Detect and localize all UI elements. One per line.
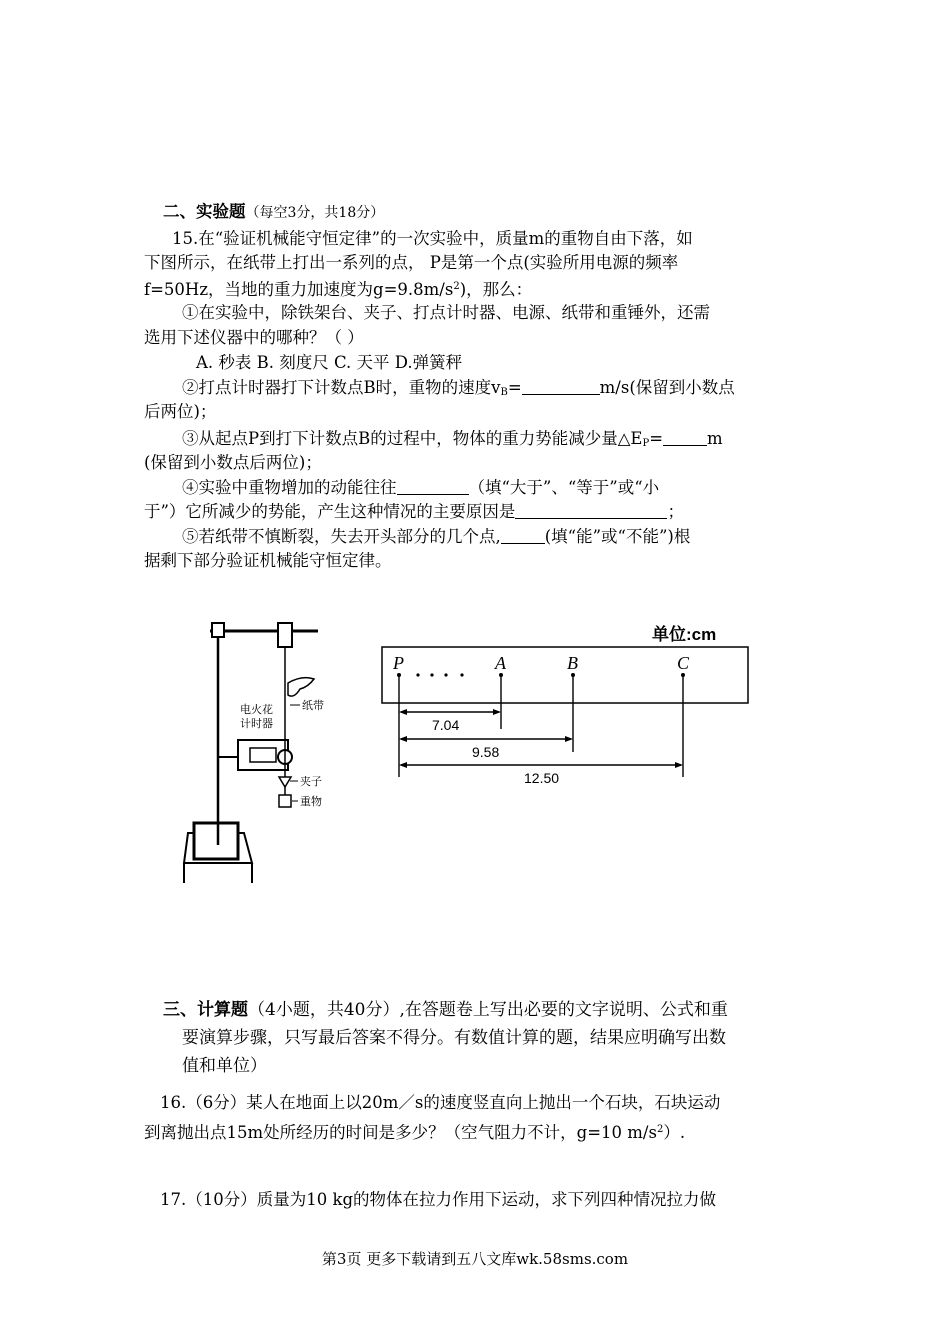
arrow-PC-right bbox=[675, 762, 683, 768]
paper-tape-diagram bbox=[382, 624, 748, 786]
q15-s2-b: = bbox=[507, 378, 522, 397]
distance-PB: 9.58 bbox=[472, 744, 500, 760]
q15-s2-sub: B bbox=[500, 387, 508, 398]
q16-line1: 16.（6分）某人在地面上以20m／s的速度竖直向上抛出一个石块，石块运动 bbox=[160, 1093, 721, 1112]
experiment-figure bbox=[180, 605, 770, 895]
timer-label-2: 计时器 bbox=[240, 718, 273, 730]
q16-line2 bbox=[144, 1119, 685, 1144]
q15-line1: 15.在“验证机械能守恒定律”的一次实验中，质量m的重物自由下落，如 bbox=[172, 229, 693, 248]
q15-s2-answer-blank[interactable] bbox=[522, 378, 600, 395]
weight-label: 重物 bbox=[300, 796, 322, 808]
distance-labels bbox=[432, 717, 559, 786]
arrow-PB-right bbox=[565, 736, 573, 742]
distance-PC: 12.50 bbox=[524, 770, 560, 786]
distance-PA: 7.04 bbox=[432, 717, 460, 733]
iron-stand-apparatus bbox=[184, 623, 318, 883]
q15-s2-c: m/s(保留到小数点 bbox=[599, 378, 735, 397]
section2-heading: 二、实验题 bbox=[163, 202, 246, 221]
q15-line3b: )，那么： bbox=[459, 280, 533, 299]
dot-3 bbox=[444, 673, 447, 676]
dot-4 bbox=[460, 673, 463, 676]
arrow-PA-right bbox=[493, 709, 501, 715]
clip-label: 夹子 bbox=[300, 776, 322, 788]
q15-s4-reason-blank[interactable] bbox=[515, 502, 667, 519]
q15-s2-a: ②打点计时器打下计数点B时，重物的速度v bbox=[182, 378, 501, 397]
q15-s4-answer-blank[interactable] bbox=[397, 478, 469, 495]
arrow-PB-left bbox=[399, 736, 407, 742]
q15-s5-b: (填“能”或“不能”)根 bbox=[544, 527, 691, 546]
section3-line2: 要演算步骤，只写最后答案不得分。有数值计算的题，结果应明确写出数 bbox=[182, 1028, 726, 1048]
pulley-clamp bbox=[278, 623, 292, 647]
section2-title bbox=[163, 201, 384, 224]
q15-s3-c: m bbox=[707, 429, 723, 448]
q15-options: A. 秒表 B. 刻度尺 C. 天平 D.弹簧秤 bbox=[196, 353, 463, 372]
weight-icon bbox=[279, 795, 291, 807]
point-label-C: C bbox=[677, 653, 690, 673]
q15-s3-line1 bbox=[182, 428, 723, 455]
point-label-A: A bbox=[495, 653, 506, 673]
arrow-PA-left bbox=[399, 709, 407, 715]
page-footer: 第3页 更多下载请到五八文库wk.58sms.com bbox=[321, 1250, 629, 1268]
dot-1 bbox=[416, 673, 419, 676]
q15-s1-line2: 选用下述仪器中的哪种？（ ） bbox=[144, 328, 364, 347]
tape-label: 纸带 bbox=[302, 700, 324, 712]
q15-s5-line2: 据剩下部分验证机械能守恒定律。 bbox=[144, 551, 392, 570]
q15-s3-b: = bbox=[649, 429, 664, 448]
q15-s3-sub: P bbox=[642, 438, 650, 449]
q15-s4-line2a: 于”）它所减少的势能，产生这种情况的主要原因是 bbox=[144, 502, 516, 521]
timer-label-1: 电火花 bbox=[240, 704, 273, 716]
q15-s2-line1 bbox=[182, 377, 735, 404]
section3-line1 bbox=[163, 999, 728, 1021]
section3-note: （4小题，共40分）,在答题卷上写出必要的文字说明、公式和重 bbox=[248, 1000, 728, 1020]
q15-s3-line2: (保留到小数点后两位)； bbox=[144, 453, 322, 472]
q15-s4-b: （填“大于”、“等于”或“小 bbox=[468, 478, 660, 497]
q15-s2-line2: 后两位)； bbox=[144, 402, 217, 421]
q17-line1: 17.（10分）质量为10 kg的物体在拉力作用下运动，求下列四种情况拉力做 bbox=[160, 1190, 717, 1209]
q15-s4-line1 bbox=[182, 477, 659, 499]
q15-line3sup: 2 bbox=[453, 281, 460, 292]
q15-s5-line1 bbox=[182, 526, 690, 548]
dot-2 bbox=[430, 673, 433, 676]
point-label-P: P bbox=[393, 653, 404, 673]
q15-s4-line2b: ； bbox=[667, 502, 684, 521]
tape-strip bbox=[382, 647, 748, 703]
timer-window bbox=[250, 748, 276, 762]
unit-label: 单位:cm bbox=[652, 625, 717, 644]
section3-heading: 三、计算题 bbox=[163, 1000, 248, 1020]
q15-s4-line2 bbox=[144, 501, 684, 523]
point-label-B: B bbox=[567, 653, 578, 673]
hand-icon bbox=[288, 678, 314, 696]
clip-icon bbox=[279, 777, 291, 787]
q15-line3 bbox=[144, 276, 532, 301]
top-clamp bbox=[212, 623, 224, 637]
q15-s4-a: ④实验中重物增加的动能往往 bbox=[182, 478, 397, 497]
stand-base bbox=[194, 823, 238, 859]
q16-line2b: ）. bbox=[663, 1123, 686, 1142]
arrow-PC-left bbox=[399, 762, 407, 768]
q15-line2: 下图所示，在纸带上打出一系列的点， P是第一个点(实验所用电源的频率 bbox=[144, 253, 679, 272]
section3-line3: 值和单位） bbox=[182, 1056, 267, 1076]
q15-s3-answer-blank[interactable] bbox=[663, 429, 707, 446]
q15-s5-a: ⑤若纸带不慎断裂，失去开头部分的几个点, bbox=[182, 527, 501, 546]
q15-s5-answer-blank[interactable] bbox=[501, 527, 545, 544]
q15-line3a: f=50Hz，当地的重力加速度为g=9.8m/s bbox=[144, 280, 454, 299]
q16-line2a: 到离抛出点15m处所经历的时间是多少？（空气阻力不计，g=10 m/s bbox=[144, 1123, 657, 1142]
q15-s1-line1: ①在实验中，除铁架台、夹子、打点计时器、电源、纸带和重锤外，还需 bbox=[182, 303, 710, 322]
section2-note: （每空3分，共18分） bbox=[245, 205, 385, 221]
q15-s3-a: ③从起点P到打下计数点B的过程中，物体的重力势能减少量△E bbox=[182, 429, 643, 448]
q16-line2sup: 2 bbox=[656, 1124, 664, 1135]
